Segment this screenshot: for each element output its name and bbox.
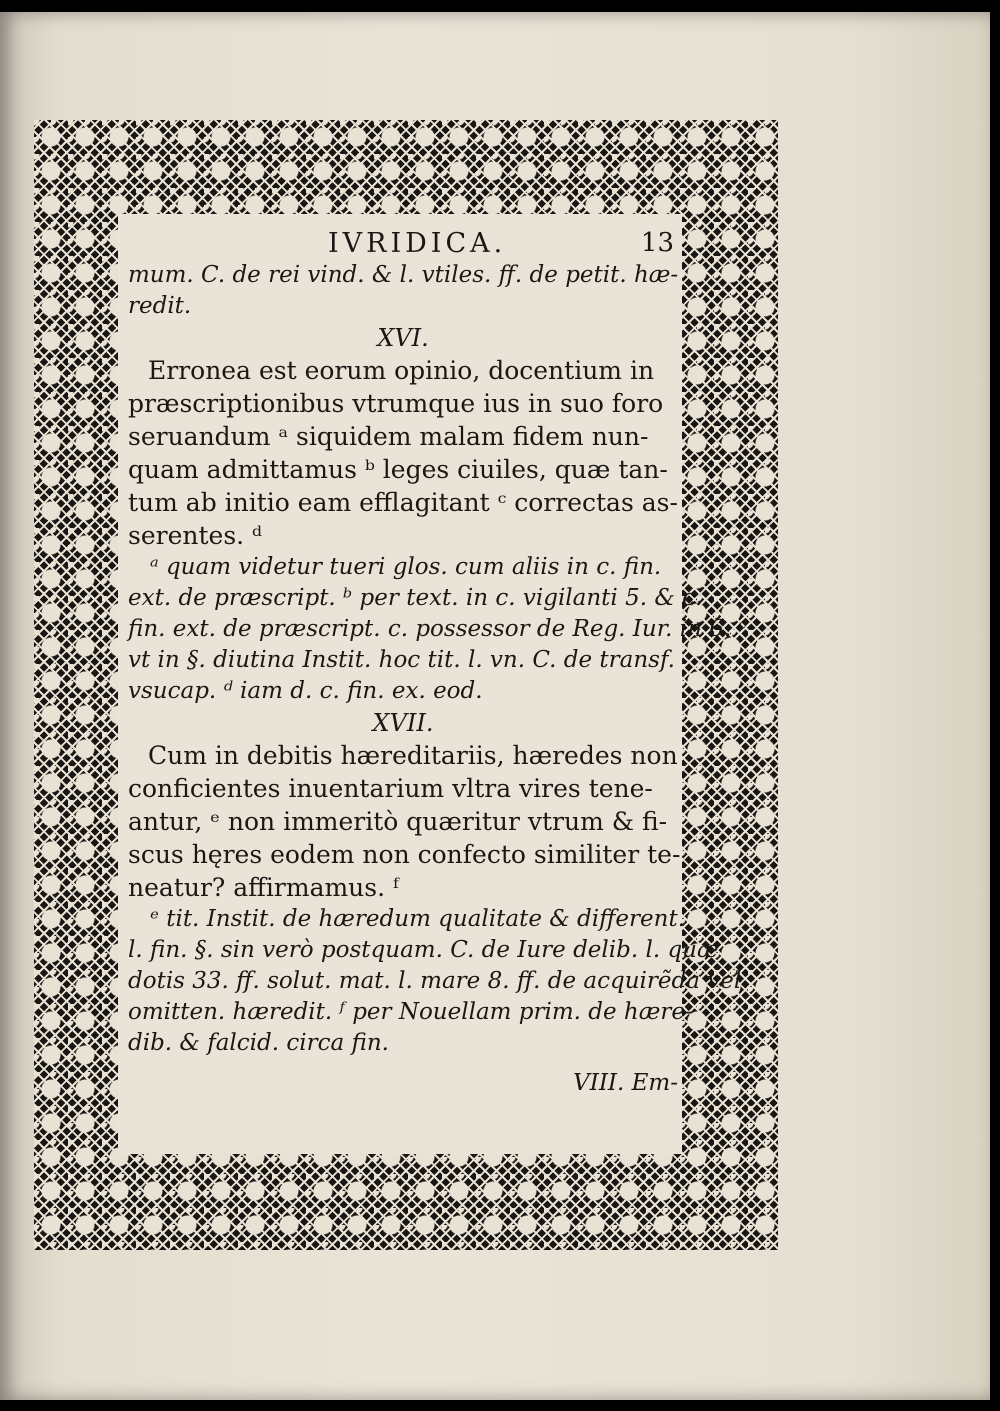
footnotes-xvii [128,904,742,1059]
body-line: conficientes inuentarium vltra vires tene- [128,774,653,803]
body-line: Cum in debitis hæreditariis, hæredes non [148,741,678,770]
footnote-line: vt in §. diutina Instit. hoc tit. l. vn. C. de transf. [128,647,675,673]
footnote-line: dotis 33. ff. solut. mat. l. mare 8. ff. de acquirẽda vel [128,968,742,994]
body-line: neatur? affirmamus. ᶠ [128,873,399,902]
body-line: quam admittamus ᵇ leges ciuiles, quæ tan- [128,455,668,484]
body-line: seruandum ᵃ siquidem malam fidem nun- [128,422,649,451]
footnote-line: vsucap. ᵈ iam d. c. fin. ex. eod. [128,678,483,704]
footnote-line: ext. de præscript. ᵇ per text. in c. vigilanti 5. & c. [128,585,703,611]
page-header [128,226,678,260]
text-block [128,226,747,1101]
continuation-line: redit. [128,293,192,319]
section-heading-xvi: XVI. [377,324,429,352]
footnote-line: omitten. hæredit. ᶠ per Nouellam prim. de hære- [128,999,693,1025]
body-line: serentes. ᵈ [128,521,263,550]
body-line: tum ab initio eam efflagitant ᶜ correctas as- [128,488,678,517]
footnote-line: l. fin. §. sin verò postquam. C. de Iure delib. l. quæ [128,937,719,963]
running-head: IVRIDICA. [328,228,507,259]
body-line: antur, ᵉ non immeritò quæritur vtrum & fi- [128,807,668,836]
footnote-line: ᵃ quam videtur tueri glos. cum aliis in c. fin. [150,554,662,580]
body-line: Erronea est eorum opinio, docentium in [148,356,655,385]
catchword: VIII. Em- [573,1070,678,1096]
footnotes-xvi [128,552,747,707]
footnote-line: fin. ext. de præscript. c. possessor de Reg. Iur. in 6. ᶜ [128,616,747,642]
body-line: præscriptionibus vtrumque ius in suo foro [128,389,664,418]
continuation-line: mum. C. de rei vind. & l. vtiles. ff. de petit. hæ- [128,262,679,288]
footnote-line: dib. & falcid. circa fin. [128,1030,389,1056]
page-number: 13 [640,228,674,258]
book-page [0,12,990,1400]
body-line: scus hęres eodem non confecto similiter te- [128,840,681,869]
section-heading-xvii: XVII. [372,709,434,737]
footnote-line: ᵉ tit. Instit. de hæredum qualitate & different. [150,906,686,932]
